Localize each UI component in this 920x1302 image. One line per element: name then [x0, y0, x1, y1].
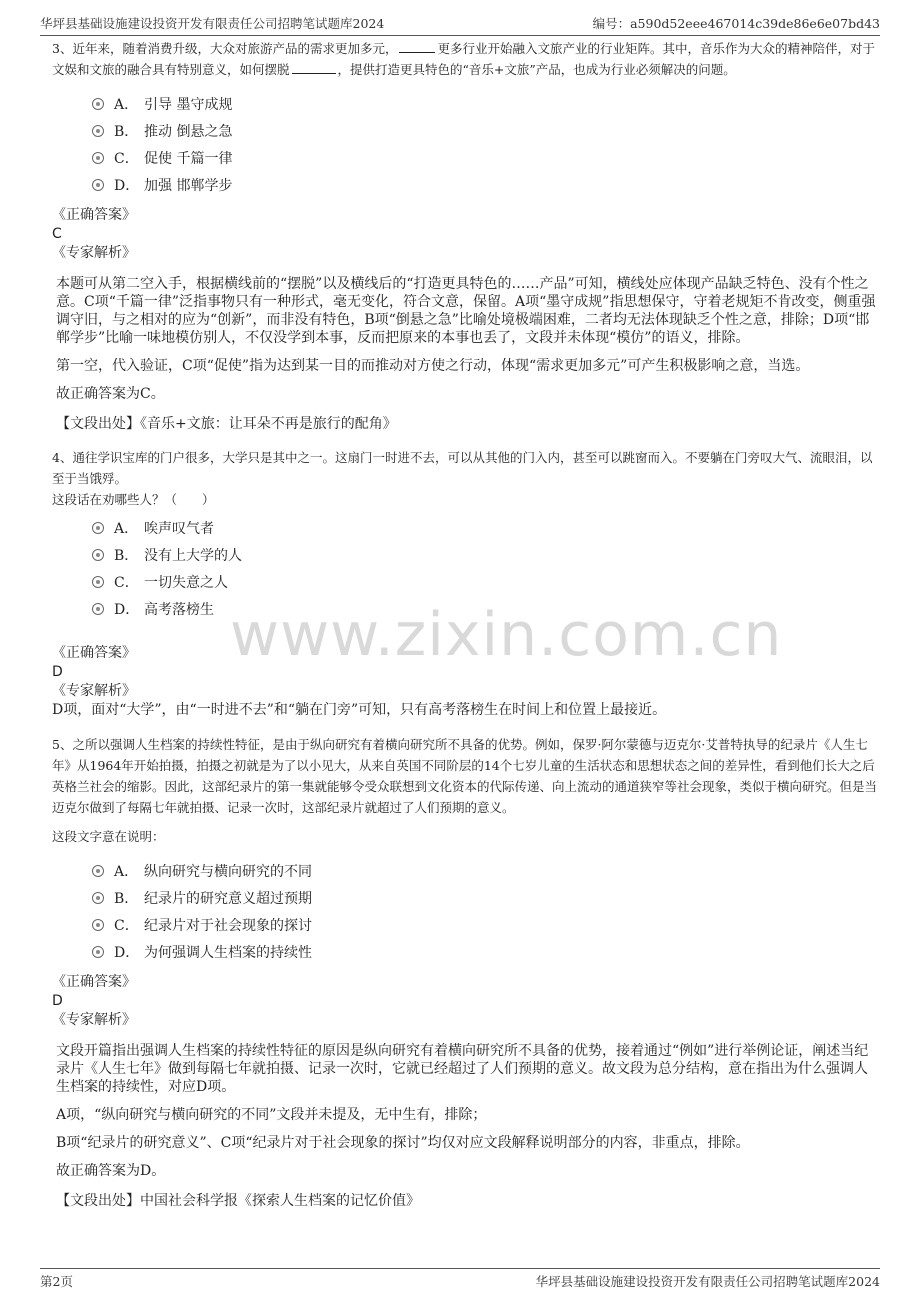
radio-icon[interactable] — [92, 865, 104, 877]
stem-part: ，提供打造更具特色的“音乐+文旅”产品，也成为行业必须解决的问题。 — [337, 62, 736, 77]
option-letter: B． — [114, 547, 139, 564]
question-prompt: 这段话在劝哪些人？（ ） — [52, 492, 215, 507]
option-c[interactable] — [92, 144, 878, 171]
option-text: 纪录片的研究意义超过预期 — [144, 890, 312, 907]
radio-icon[interactable] — [92, 522, 104, 534]
question-5 — [52, 734, 878, 1210]
analysis-label: 《专家解析》 — [52, 1012, 136, 1028]
question-4 — [52, 447, 878, 720]
option-letter: C． — [114, 917, 139, 934]
stem-part: 更多行业开始融入文旅产业的行业矩阵。其中，音乐作为大众的精神陪伴，对于文娱和文旅的融合具有特别意义，如何摆脱 — [52, 41, 875, 77]
radio-icon[interactable] — [92, 179, 104, 191]
watermark: www.zixin.com.cn — [230, 600, 783, 670]
footer-title: 华坪县基础设施建设投资开发有限责任公司招聘笔试题库2024 — [535, 1274, 880, 1289]
radio-icon[interactable] — [92, 892, 104, 904]
option-text: 一切失意之人 — [144, 574, 228, 591]
radio-icon[interactable] — [92, 152, 104, 164]
analysis-paragraph: 本题可从第二空入手，根据横线前的“摆脱”以及横线后的“打造更具特色的……产品”可知，横线处应体现产品缺乏特色、没有个性之意。C项“千篇一律”泛指事物只有一种形式，毫无变化，符合文意，保留。A项“墨守成规”指思想保守，守着老规矩不肯改变，侧重强调守旧，与之相对的应为“创新”，而非没有特色，B项“倒悬之急”比喻处境极端困难，二者均无法体现缺乏个性之意，排除；D项“邯郸学步”比喻一味地模仿别人，不仅没学到本事，反而把原来的本事也丢了，文段并未体现“模仿”的语义，排除。 — [56, 276, 876, 346]
radio-icon[interactable] — [92, 919, 104, 931]
answer-value: D — [52, 664, 63, 680]
stem-part: 3、近年来，随着消费升级，大众对旅游产品的需求更加多元， — [52, 41, 398, 56]
question-3 — [52, 38, 878, 433]
option-text: 高考落榜生 — [144, 601, 214, 618]
option-text: 为何强调人生档案的持续性 — [144, 944, 312, 961]
option-letter: D． — [114, 944, 140, 961]
analysis-label: 《专家解析》 — [52, 683, 136, 699]
option-letter: A． — [114, 96, 139, 113]
option-b[interactable] — [92, 117, 878, 144]
option-letter: C． — [114, 574, 139, 591]
option-text: 加强 邯郸学步 — [144, 177, 233, 194]
page-number: 第2页 — [40, 1274, 73, 1289]
answer-label: 《正确答案》 — [52, 207, 136, 223]
option-letter: A． — [114, 520, 139, 537]
option-text: 唉声叹气者 — [144, 520, 214, 537]
analysis-paragraph: 故正确答案为C。 — [56, 386, 165, 402]
question-stem: 4、通往学识宝库的门户很多，大学只是其中之一。这扇门一时进不去，可以从其他的门入内，甚至可以跳窗而入。不要躺在门旁叹大气、流眼泪，以至于当饿殍。 — [52, 450, 873, 486]
analysis-paragraph: 文段开篇指出强调人生档案的持续性特征的原因是纵向研究有着横向研究所不具备的优势，接着通过“例如”进行举例论证，阐述当纪录片《人生七年》做到每隔七年就拍摄、记录一次时，它就已经超过了人们预期的意义。故文段为总分结构，意在指出为什么强调人生档案的持续性，对应D项。 — [56, 1043, 869, 1095]
option-b[interactable] — [92, 541, 878, 568]
analysis-paragraph: 故正确答案为D。 — [56, 1163, 166, 1179]
page-header — [40, 12, 880, 36]
option-d[interactable] — [92, 938, 878, 965]
option-letter: B． — [114, 890, 139, 907]
source-citation: 【文段出处】中国社会科学报《探索人生档案的记忆价值》 — [56, 1193, 420, 1209]
option-text: 促使 千篇一律 — [144, 150, 233, 167]
option-letter: D． — [114, 601, 140, 618]
analysis-label: 《专家解析》 — [52, 245, 136, 261]
header-title: 华坪县基础设施建设投资开发有限责任公司招聘笔试题库2024 — [40, 16, 385, 31]
option-a[interactable] — [92, 90, 878, 117]
answer-label: 《正确答案》 — [52, 974, 136, 990]
question-prompt: 这段文字意在说明： — [52, 829, 165, 844]
option-letter: C． — [114, 150, 139, 167]
header-doc-id: 编号：a590d52eee467014c39de86e6e07bd43 — [592, 16, 880, 31]
option-c[interactable] — [92, 568, 878, 595]
option-letter: B． — [114, 123, 139, 140]
answer-label: 《正确答案》 — [52, 645, 136, 661]
analysis-paragraph: 第一空，代入验证，C项“促使”指为达到某一目的而推动对方使之行动，体现“需求更加多元”可产生积极影响之意，当选。 — [56, 358, 810, 374]
analysis-paragraph: B项“纪录片的研究意义”、C项“纪录片对于社会现象的探讨”均仅对应文段解释说明部分的内容，非重点，排除。 — [56, 1135, 750, 1151]
option-d[interactable] — [92, 595, 878, 622]
option-letter: D． — [114, 177, 140, 194]
option-list — [92, 90, 878, 198]
radio-icon[interactable] — [92, 98, 104, 110]
radio-icon[interactable] — [92, 603, 104, 615]
option-text: 纵向研究与横向研究的不同 — [144, 863, 312, 880]
page-content — [52, 38, 878, 1224]
option-text: 引导 墨守成规 — [144, 96, 233, 113]
option-list — [92, 857, 878, 965]
option-a[interactable] — [92, 514, 878, 541]
option-d[interactable] — [92, 171, 878, 198]
option-c[interactable] — [92, 911, 878, 938]
option-a[interactable] — [92, 857, 878, 884]
analysis-paragraph: D项，面对“大学”，由“一时进不去”和“躺在门旁”可知，只有高考落榜生在时间上和位置上最接近。 — [52, 702, 667, 718]
radio-icon[interactable] — [92, 576, 104, 588]
option-text: 推动 倒悬之急 — [144, 123, 233, 140]
option-b[interactable] — [92, 884, 878, 911]
answer-value: D — [52, 993, 63, 1009]
answer-value: C — [52, 226, 62, 242]
page-footer — [40, 1268, 880, 1294]
blank-line — [292, 61, 336, 74]
radio-icon[interactable] — [92, 125, 104, 137]
option-text: 没有上大学的人 — [144, 547, 242, 564]
blank-line — [399, 40, 435, 53]
option-letter: A． — [114, 863, 139, 880]
radio-icon[interactable] — [92, 549, 104, 561]
question-stem: 5、之所以强调人生档案的持续性特征，是由于纵向研究有着横向研究所不具备的优势。例如，保罗·阿尔蒙德与迈克尔·艾普特执导的纪录片《人生七年》从1964年开始拍摄，拍摄之初就是为了以小见大，从来自英国不同阶层的14个七岁儿童的生活状态和思想状态之间的差异性，看到他们长大之后英格兰社会的缩影。因此，这部纪录片的第一集就能够令受众联想到文化资本的代际传递、向上流动的通道狭窄等社会现象，类似于横向研究。但是当迈克尔做到了每隔七年就拍摄、记录一次时，这部纪录片就超过了人们预期的意义。 — [52, 737, 878, 815]
option-text: 纪录片对于社会现象的探讨 — [144, 917, 312, 934]
question-stem — [52, 38, 878, 80]
radio-icon[interactable] — [92, 946, 104, 958]
analysis-paragraph: A项，“纵向研究与横向研究的不同”文段并未提及，无中生有，排除； — [56, 1107, 487, 1123]
option-list — [92, 514, 878, 622]
source-citation: 【文段出处】《音乐+文旅：让耳朵不再是旅行的配角》 — [56, 416, 397, 432]
